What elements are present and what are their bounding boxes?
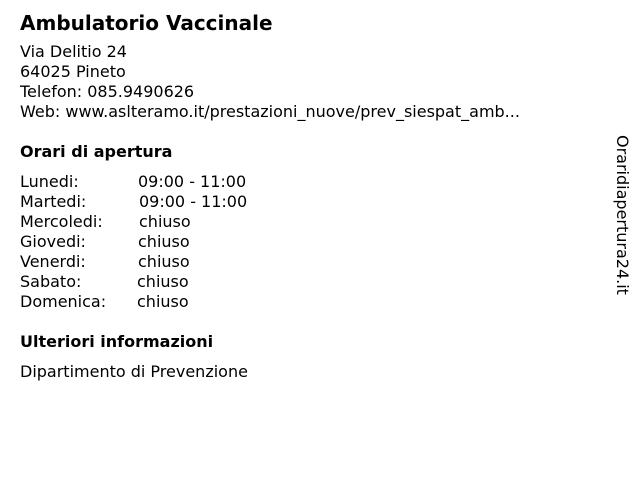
side-brand-watermark: Oraridiapertura24.it: [613, 135, 632, 295]
city-address: 64025 Pineto: [20, 62, 126, 81]
day-label: Lunedi:: [20, 172, 79, 191]
hours-value: chiuso: [137, 272, 189, 291]
hours-row-friday: [20, 252, 600, 272]
hours-row-tuesday: [20, 192, 600, 212]
address-block: [20, 42, 600, 122]
day-label: Domenica:: [20, 292, 107, 311]
hours-row-sunday: [20, 292, 600, 312]
hours-value: chiuso: [137, 292, 189, 311]
hours-value: chiuso: [139, 212, 191, 231]
more-info-heading: Ulteriori informazioni: [20, 332, 214, 351]
more-info-text: Dipartimento di Prevenzione: [20, 362, 248, 381]
day-label: Mercoledi:: [20, 212, 103, 231]
hours-row-saturday: [20, 272, 600, 292]
day-label: Sabato:: [20, 272, 82, 291]
street-address: Via Delitio 24: [20, 42, 127, 61]
hours-row-thursday: [20, 232, 600, 252]
day-label: Venerdi:: [20, 252, 86, 271]
website-link[interactable]: Web: www.aslteramo.it/prestazioni_nuove/prev_siespat_amb...: [20, 102, 520, 121]
hours-value: chiuso: [138, 252, 190, 271]
business-card: [20, 10, 600, 382]
hours-heading: Orari di apertura: [20, 142, 173, 161]
business-title: Ambulatorio Vaccinale: [20, 11, 273, 35]
hours-row-wednesday: [20, 212, 600, 232]
phone-number[interactable]: Telefon: 085.9490626: [20, 82, 195, 101]
hours-table: [20, 172, 600, 312]
hours-value: chiuso: [138, 232, 190, 251]
day-label: Martedi:: [20, 192, 87, 211]
hours-value: 09:00 - 11:00: [139, 192, 248, 211]
hours-row-monday: [20, 172, 600, 192]
day-label: Giovedi:: [20, 232, 86, 251]
hours-value: 09:00 - 11:00: [138, 172, 247, 191]
